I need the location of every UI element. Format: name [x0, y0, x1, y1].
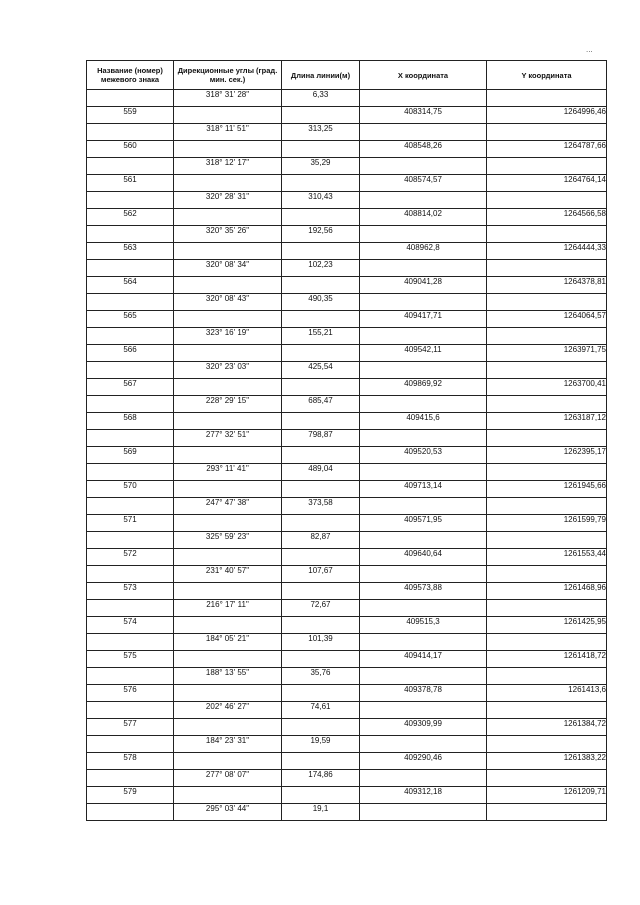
- y-coordinate-cell: 1263187,12: [487, 413, 607, 430]
- table-row: [87, 481, 607, 498]
- line-length-cell: 489,04: [282, 464, 360, 481]
- y-coordinate-cell: [487, 702, 607, 719]
- line-length-cell: [282, 379, 360, 396]
- y-coordinate-cell: 1262395,17: [487, 447, 607, 464]
- table-row: [87, 702, 607, 719]
- directional-angle-cell: 318° 11' 51": [174, 124, 282, 141]
- line-length-cell: 425,54: [282, 362, 360, 379]
- directional-angle-cell: [174, 719, 282, 736]
- x-coordinate-cell: 409640,64: [360, 549, 487, 566]
- table-header-row: [87, 61, 607, 90]
- point-name-cell: [87, 770, 174, 787]
- line-length-cell: 35,76: [282, 668, 360, 685]
- x-coordinate-cell: [360, 532, 487, 549]
- point-name-cell: 565: [87, 311, 174, 328]
- x-coordinate-cell: [360, 804, 487, 821]
- directional-angle-cell: 320° 35' 26": [174, 226, 282, 243]
- y-coordinate-cell: 1264996,46: [487, 107, 607, 124]
- x-coordinate-cell: 409041,28: [360, 277, 487, 294]
- y-coordinate-cell: 1264566,58: [487, 209, 607, 226]
- line-length-cell: [282, 243, 360, 260]
- directional-angle-cell: [174, 583, 282, 600]
- y-coordinate-cell: [487, 736, 607, 753]
- corner-mark: ...: [586, 45, 593, 54]
- y-coordinate-cell: [487, 532, 607, 549]
- line-length-cell: [282, 107, 360, 124]
- x-coordinate-cell: 409312,18: [360, 787, 487, 804]
- table-row: [87, 634, 607, 651]
- header-x-coordinate: X координата: [360, 61, 487, 90]
- table-row: [87, 515, 607, 532]
- y-coordinate-cell: [487, 566, 607, 583]
- y-coordinate-cell: 1261553,44: [487, 549, 607, 566]
- table-row: [87, 328, 607, 345]
- directional-angle-cell: [174, 685, 282, 702]
- table-row: [87, 787, 607, 804]
- point-name-cell: 571: [87, 515, 174, 532]
- x-coordinate-cell: [360, 498, 487, 515]
- line-length-cell: 82,87: [282, 532, 360, 549]
- directional-angle-cell: [174, 107, 282, 124]
- x-coordinate-cell: [360, 668, 487, 685]
- x-coordinate-cell: [360, 464, 487, 481]
- point-name-cell: 574: [87, 617, 174, 634]
- table-row: [87, 498, 607, 515]
- table-row: [87, 464, 607, 481]
- line-length-cell: 192,56: [282, 226, 360, 243]
- line-length-cell: [282, 277, 360, 294]
- point-name-cell: [87, 362, 174, 379]
- x-coordinate-cell: 408314,75: [360, 107, 487, 124]
- directional-angle-cell: [174, 311, 282, 328]
- y-coordinate-cell: 1264444,33: [487, 243, 607, 260]
- directional-angle-cell: 277° 08' 07": [174, 770, 282, 787]
- line-length-cell: 107,67: [282, 566, 360, 583]
- y-coordinate-cell: [487, 294, 607, 311]
- y-coordinate-cell: [487, 260, 607, 277]
- line-length-cell: [282, 311, 360, 328]
- directional-angle-cell: 295° 03' 44": [174, 804, 282, 821]
- point-name-cell: 569: [87, 447, 174, 464]
- x-coordinate-cell: 408548,26: [360, 141, 487, 158]
- directional-angle-cell: 202° 46' 27": [174, 702, 282, 719]
- directional-angle-cell: 320° 08' 43": [174, 294, 282, 311]
- line-length-cell: [282, 753, 360, 770]
- directional-angle-cell: 247° 47' 38": [174, 498, 282, 515]
- line-length-cell: [282, 617, 360, 634]
- y-coordinate-cell: 1261209,71: [487, 787, 607, 804]
- line-length-cell: [282, 651, 360, 668]
- y-coordinate-cell: [487, 770, 607, 787]
- point-name-cell: [87, 634, 174, 651]
- table-row: [87, 770, 607, 787]
- table-row: [87, 311, 607, 328]
- table-row: [87, 447, 607, 464]
- x-coordinate-cell: 409515,3: [360, 617, 487, 634]
- directional-angle-cell: [174, 753, 282, 770]
- point-name-cell: [87, 736, 174, 753]
- directional-angle-cell: [174, 175, 282, 192]
- header-directional-angles: Дирекционные углы (град. мин. сек.): [174, 61, 282, 90]
- table-row: [87, 192, 607, 209]
- y-coordinate-cell: [487, 328, 607, 345]
- table-row: [87, 651, 607, 668]
- point-name-cell: 568: [87, 413, 174, 430]
- x-coordinate-cell: 409290,46: [360, 753, 487, 770]
- table-row: [87, 753, 607, 770]
- table-row: [87, 158, 607, 175]
- point-name-cell: [87, 600, 174, 617]
- y-coordinate-cell: 1261413,6: [487, 685, 607, 702]
- point-name-cell: [87, 90, 174, 107]
- x-coordinate-cell: [360, 396, 487, 413]
- point-name-cell: [87, 430, 174, 447]
- point-name-cell: 575: [87, 651, 174, 668]
- x-coordinate-cell: 409573,88: [360, 583, 487, 600]
- point-name-cell: [87, 804, 174, 821]
- directional-angle-cell: [174, 243, 282, 260]
- directional-angle-cell: [174, 549, 282, 566]
- directional-angle-cell: 184° 05' 21": [174, 634, 282, 651]
- line-length-cell: 174,86: [282, 770, 360, 787]
- point-name-cell: [87, 566, 174, 583]
- line-length-cell: [282, 685, 360, 702]
- x-coordinate-cell: [360, 430, 487, 447]
- line-length-cell: [282, 481, 360, 498]
- x-coordinate-cell: [360, 600, 487, 617]
- table-row: [87, 141, 607, 158]
- y-coordinate-cell: 1261425,95: [487, 617, 607, 634]
- x-coordinate-cell: [360, 702, 487, 719]
- y-coordinate-cell: 1264764,14: [487, 175, 607, 192]
- x-coordinate-cell: 409417,71: [360, 311, 487, 328]
- table-body: [87, 90, 607, 821]
- point-name-cell: [87, 668, 174, 685]
- point-name-cell: [87, 532, 174, 549]
- directional-angle-cell: 325° 59' 23": [174, 532, 282, 549]
- line-length-cell: [282, 515, 360, 532]
- y-coordinate-cell: [487, 226, 607, 243]
- x-coordinate-cell: [360, 566, 487, 583]
- directional-angle-cell: 184° 23' 31": [174, 736, 282, 753]
- table-row: [87, 617, 607, 634]
- line-length-cell: [282, 549, 360, 566]
- point-name-cell: [87, 328, 174, 345]
- table-row: [87, 107, 607, 124]
- y-coordinate-cell: 1264064,57: [487, 311, 607, 328]
- table-row: [87, 124, 607, 141]
- point-name-cell: 570: [87, 481, 174, 498]
- point-name-cell: [87, 396, 174, 413]
- directional-angle-cell: 318° 31' 28": [174, 90, 282, 107]
- y-coordinate-cell: [487, 464, 607, 481]
- x-coordinate-cell: [360, 226, 487, 243]
- x-coordinate-cell: [360, 158, 487, 175]
- point-name-cell: 578: [87, 753, 174, 770]
- line-length-cell: 72,67: [282, 600, 360, 617]
- y-coordinate-cell: [487, 668, 607, 685]
- line-length-cell: 74,61: [282, 702, 360, 719]
- y-coordinate-cell: [487, 192, 607, 209]
- table-row: [87, 90, 607, 107]
- x-coordinate-cell: 409309,99: [360, 719, 487, 736]
- directional-angle-cell: [174, 379, 282, 396]
- x-coordinate-cell: [360, 192, 487, 209]
- table-row: [87, 175, 607, 192]
- point-name-cell: 562: [87, 209, 174, 226]
- x-coordinate-cell: 408814,02: [360, 209, 487, 226]
- x-coordinate-cell: [360, 90, 487, 107]
- x-coordinate-cell: [360, 736, 487, 753]
- directional-angle-cell: [174, 277, 282, 294]
- directional-angle-cell: 231° 40' 57": [174, 566, 282, 583]
- directional-angle-cell: [174, 515, 282, 532]
- x-coordinate-cell: [360, 328, 487, 345]
- line-length-cell: [282, 787, 360, 804]
- line-length-cell: 490,35: [282, 294, 360, 311]
- directional-angle-cell: [174, 447, 282, 464]
- table-row: [87, 719, 607, 736]
- line-length-cell: 19,1: [282, 804, 360, 821]
- y-coordinate-cell: 1263971,75: [487, 345, 607, 362]
- table-row: [87, 294, 607, 311]
- point-name-cell: [87, 192, 174, 209]
- x-coordinate-cell: 409378,78: [360, 685, 487, 702]
- y-coordinate-cell: 1261468,96: [487, 583, 607, 600]
- directional-angle-cell: 323° 16' 19": [174, 328, 282, 345]
- point-name-cell: 577: [87, 719, 174, 736]
- y-coordinate-cell: [487, 600, 607, 617]
- table-row: [87, 209, 607, 226]
- y-coordinate-cell: 1261945,66: [487, 481, 607, 498]
- table-row: [87, 668, 607, 685]
- directional-angle-cell: [174, 209, 282, 226]
- x-coordinate-cell: [360, 634, 487, 651]
- x-coordinate-cell: 409869,92: [360, 379, 487, 396]
- directional-angle-cell: 216° 17' 11": [174, 600, 282, 617]
- point-name-cell: 561: [87, 175, 174, 192]
- x-coordinate-cell: 409414,17: [360, 651, 487, 668]
- directional-angle-cell: 188° 13' 55": [174, 668, 282, 685]
- table-row: [87, 549, 607, 566]
- table-row: [87, 583, 607, 600]
- point-name-cell: 579: [87, 787, 174, 804]
- point-name-cell: 560: [87, 141, 174, 158]
- x-coordinate-cell: 409542,11: [360, 345, 487, 362]
- table-row: [87, 413, 607, 430]
- directional-angle-cell: [174, 617, 282, 634]
- y-coordinate-cell: [487, 634, 607, 651]
- point-name-cell: 572: [87, 549, 174, 566]
- directional-angle-cell: 228° 29' 15": [174, 396, 282, 413]
- point-name-cell: 563: [87, 243, 174, 260]
- line-length-cell: 310,43: [282, 192, 360, 209]
- line-length-cell: 19,59: [282, 736, 360, 753]
- y-coordinate-cell: [487, 804, 607, 821]
- directional-angle-cell: [174, 141, 282, 158]
- x-coordinate-cell: 409520,53: [360, 447, 487, 464]
- directional-angle-cell: [174, 787, 282, 804]
- header-point-name: Название (номер) межевого знака: [87, 61, 174, 90]
- table-row: [87, 396, 607, 413]
- table-row: [87, 277, 607, 294]
- table-row: [87, 243, 607, 260]
- directional-angle-cell: 320° 28' 31": [174, 192, 282, 209]
- line-length-cell: 155,21: [282, 328, 360, 345]
- point-name-cell: [87, 464, 174, 481]
- table-row: [87, 736, 607, 753]
- point-name-cell: 566: [87, 345, 174, 362]
- line-length-cell: 313,25: [282, 124, 360, 141]
- table-row: [87, 430, 607, 447]
- point-name-cell: [87, 158, 174, 175]
- table-row: [87, 362, 607, 379]
- line-length-cell: 102,23: [282, 260, 360, 277]
- point-name-cell: [87, 702, 174, 719]
- x-coordinate-cell: 409713,14: [360, 481, 487, 498]
- line-length-cell: [282, 447, 360, 464]
- point-name-cell: 559: [87, 107, 174, 124]
- x-coordinate-cell: 409571,95: [360, 515, 487, 532]
- x-coordinate-cell: [360, 260, 487, 277]
- y-coordinate-cell: [487, 90, 607, 107]
- line-length-cell: 101,39: [282, 634, 360, 651]
- y-coordinate-cell: 1261384,72: [487, 719, 607, 736]
- point-name-cell: [87, 260, 174, 277]
- point-name-cell: [87, 294, 174, 311]
- table-row: [87, 566, 607, 583]
- x-coordinate-cell: [360, 362, 487, 379]
- directional-angle-cell: 318° 12' 17": [174, 158, 282, 175]
- directional-angle-cell: 277° 32' 51": [174, 430, 282, 447]
- point-name-cell: [87, 226, 174, 243]
- y-coordinate-cell: 1261599,79: [487, 515, 607, 532]
- x-coordinate-cell: [360, 124, 487, 141]
- line-length-cell: [282, 209, 360, 226]
- point-name-cell: 567: [87, 379, 174, 396]
- line-length-cell: [282, 413, 360, 430]
- y-coordinate-cell: [487, 362, 607, 379]
- line-length-cell: [282, 719, 360, 736]
- y-coordinate-cell: 1261418,72: [487, 651, 607, 668]
- line-length-cell: [282, 141, 360, 158]
- directional-angle-cell: [174, 651, 282, 668]
- table-row: [87, 532, 607, 549]
- line-length-cell: 6,33: [282, 90, 360, 107]
- line-length-cell: 798,87: [282, 430, 360, 447]
- table-row: [87, 226, 607, 243]
- table-row: [87, 260, 607, 277]
- x-coordinate-cell: 408574,57: [360, 175, 487, 192]
- x-coordinate-cell: 409415,6: [360, 413, 487, 430]
- y-coordinate-cell: [487, 158, 607, 175]
- directional-angle-cell: 320° 23' 03": [174, 362, 282, 379]
- directional-angle-cell: [174, 413, 282, 430]
- line-length-cell: [282, 175, 360, 192]
- line-length-cell: [282, 345, 360, 362]
- y-coordinate-cell: [487, 498, 607, 515]
- point-name-cell: 576: [87, 685, 174, 702]
- table-row: [87, 379, 607, 396]
- y-coordinate-cell: [487, 124, 607, 141]
- y-coordinate-cell: 1264787,66: [487, 141, 607, 158]
- directional-angle-cell: 293° 11' 41": [174, 464, 282, 481]
- y-coordinate-cell: 1263700,41: [487, 379, 607, 396]
- y-coordinate-cell: 1261383,22: [487, 753, 607, 770]
- line-length-cell: 35,29: [282, 158, 360, 175]
- x-coordinate-cell: [360, 770, 487, 787]
- directional-angle-cell: [174, 345, 282, 362]
- point-name-cell: [87, 498, 174, 515]
- y-coordinate-cell: 1264378,81: [487, 277, 607, 294]
- directional-angle-cell: [174, 481, 282, 498]
- header-y-coordinate: Y координата: [487, 61, 607, 90]
- line-length-cell: 685,47: [282, 396, 360, 413]
- x-coordinate-cell: 408962,8: [360, 243, 487, 260]
- x-coordinate-cell: [360, 294, 487, 311]
- point-name-cell: 564: [87, 277, 174, 294]
- table-row: [87, 804, 607, 821]
- line-length-cell: [282, 583, 360, 600]
- point-name-cell: [87, 124, 174, 141]
- directional-angle-cell: 320° 08' 34": [174, 260, 282, 277]
- line-length-cell: 373,58: [282, 498, 360, 515]
- table-row: [87, 600, 607, 617]
- y-coordinate-cell: [487, 396, 607, 413]
- table-row: [87, 345, 607, 362]
- y-coordinate-cell: [487, 430, 607, 447]
- table-row: [87, 685, 607, 702]
- boundary-coordinates-table: [86, 60, 607, 821]
- point-name-cell: 573: [87, 583, 174, 600]
- header-line-length: Длина линии(м): [282, 61, 360, 90]
